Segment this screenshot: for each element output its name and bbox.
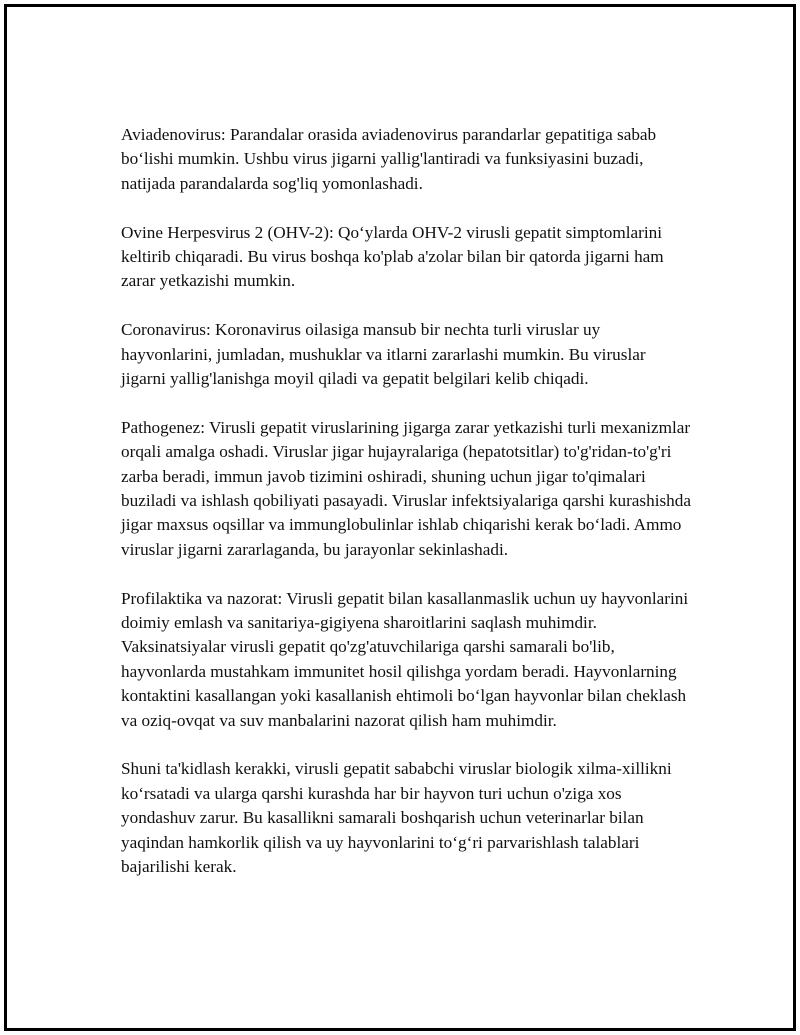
page-frame [4, 4, 796, 1031]
paragraph-conclusion: Shuni ta'kidlash kerakki, virusli gepatit sababchi viruslar biologik xilma-xillikni ko‘rsatadi va ularga qarshi kurashda har bir hayvon turi uchun o'ziga xos yondashuv zarur. Bu kasallikni samarali boshqarish uchun veterinarlar bilan yaqindan hamkorlik qilish va uy hayvonlarini to‘g‘ri parvarishlash talablari bajarilishi kerak. [121, 759, 672, 877]
paragraph-aviadenovirus: Aviadenovirus: Parandalar orasida aviadenovirus parandarlar gepatitiga sabab bo‘lishi mumkin. Ushbu virus jigarni yallig'lantiradi va funksiyasini buzadi, natijada parandalarda sog'liq yomonlashadi. [121, 125, 657, 193]
paragraph-profilaktika: Profilaktika va nazorat: Virusli gepatit bilan kasallanmaslik uchun uy hayvonlarini doimiy emlash va sanitariya-gigiyena sharoitlarini saqlash muhimdir. Vaksinatsiyalar virusli gepatit qo'zg'atuvchilariga qarshi samarali bo'lib, hayvonlarda mustahkam immunitet hosil qilishga yordam beradi. Hayvonlarning kontaktini kasallangan yoki kasallanish ehtimoli bo‘lgan hayvonlar bilan cheklash va oziq-ovqat va suv manbalarini nazorat qilish ham muhimdir. [121, 588, 689, 730]
paragraph-ovine-herpesvirus: Ovine Herpesvirus 2 (OHV-2): Qo‘ylarda OHV-2 virusli gepatit simptomlarini keltirib chiqaradi. Bu virus boshqa ko'plab a'zolar bilan bir qatorda jigarni ham zarar yetkazishi mumkin. [121, 222, 664, 291]
document-body [121, 123, 693, 880]
paragraph-coronavirus: Coronavirus: Koronavirus oilasiga mansub bir nechta turli viruslar uy hayvonlarini, jumladan, mushuklar va itlarni zararlashi mumkin. Bu viruslar jigarni yallig'lanishga moyil qiladi va gepatit belgilari kelib chiqadi. [121, 320, 646, 389]
paragraph-pathogenez: Pathogenez: Virusli gepatit viruslarining jigarga zarar yetkazishi turli mexanizmlar orqali amalga oshadi. Viruslar jigar hujayralariga (hepatotsitlar) to'g'ridan-to'g'ri zarba beradi, immun javob tizimini oshiradi, shuning uchun jigar to'qimalari buziladi va ishlash qobiliyati pasayadi. Viruslar infektsiyalariga qarshi kurashishda jigar maxsus oqsillar va immunglobulinlar ishlab chiqarishi kerak bo‘ladi. Ammo viruslar jigarni zararlaganda, bu jarayonlar sekinlashadi. [121, 417, 691, 559]
